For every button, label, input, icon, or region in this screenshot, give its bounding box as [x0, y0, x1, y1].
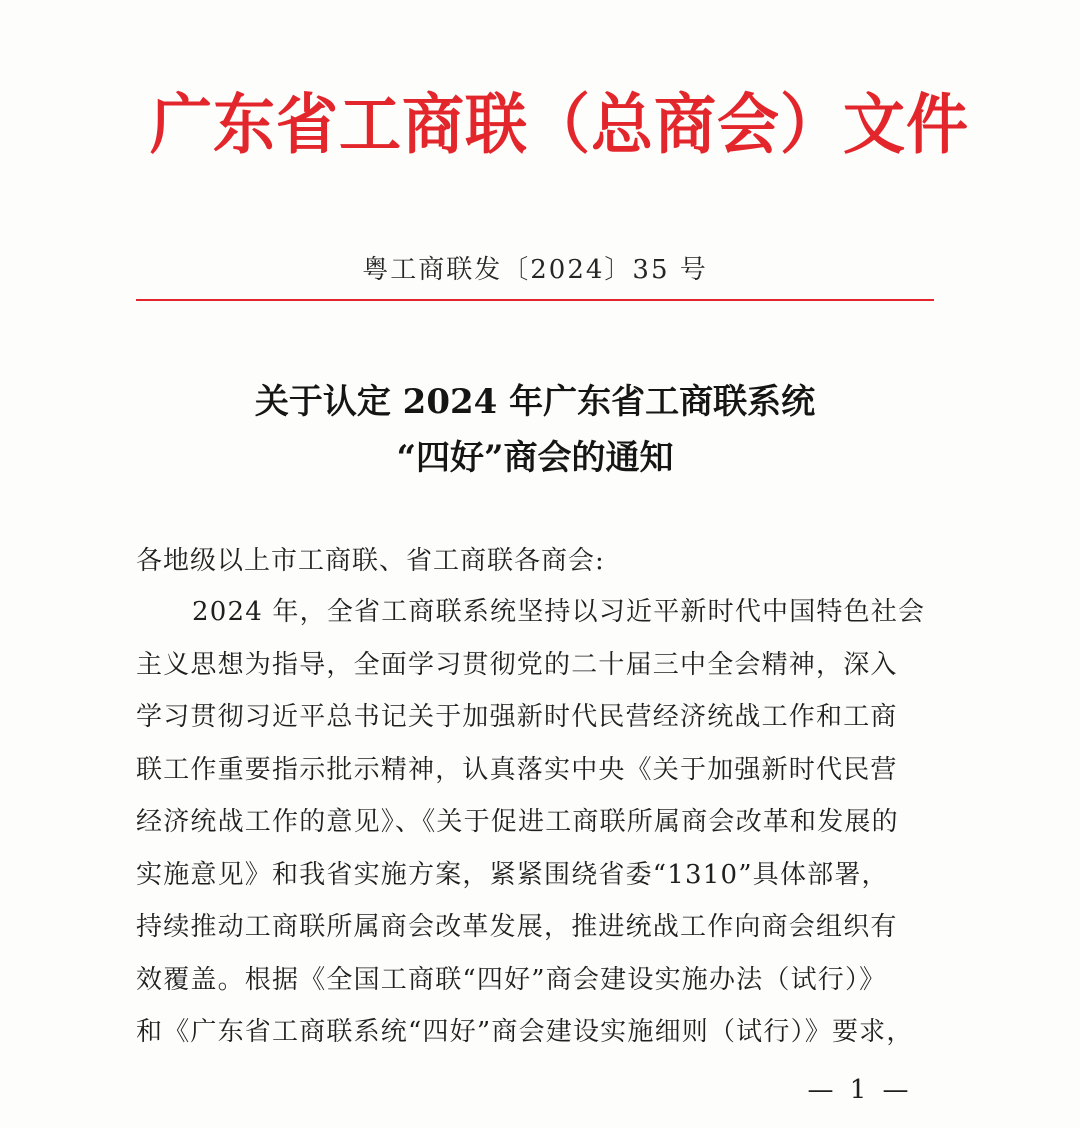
body-line: 实施意见》和我省实施方案，紧紧围绕省委“1310”具体部署，: [136, 859, 889, 890]
red-separator-line: [136, 299, 934, 301]
document-masthead: 广东省工商联（总商会）文件: [150, 86, 970, 163]
body-line: 持续推动工商联所属商会改革发展，推进统战工作向商会组织有: [136, 912, 898, 942]
body-line: 主义思想为指导，全面学习贯彻党的二十届三中全会精神，深入: [136, 649, 898, 680]
document-number: 粤工商联发〔2024〕35 号: [362, 255, 708, 285]
body-line: 联工作重要指示批示精神，认真落实中央《关于加强新时代民营: [136, 754, 898, 785]
title-line-2: “四好”商会的通知: [396, 438, 674, 478]
body-line: 经济统战工作的意见》、《关于促进工商联所属商会改革和发展的: [136, 807, 899, 837]
body-line: 和《广东省工商联系统“四好”商会建设实施细则（试行）》要求，: [136, 1017, 914, 1047]
title-line-1: 关于认定 2024 年广东省工商联系统: [254, 382, 816, 422]
body-line: 2024 年，全省工商联系统坚持以习近平新时代中国特色社会: [192, 597, 926, 627]
body-text: [136, 586, 936, 1059]
document-title: [136, 374, 934, 486]
body-line: 效覆盖。根据《全国工商联“四好”商会建设实施办法（试行）》: [136, 964, 887, 995]
body-line: 学习贯彻习近平总书记关于加强新时代民营经济统战工作和工商: [136, 702, 898, 732]
page-number: — 1 —: [807, 1075, 913, 1105]
addressee: 各地级以上市工商联、省工商联各商会:: [136, 546, 605, 576]
